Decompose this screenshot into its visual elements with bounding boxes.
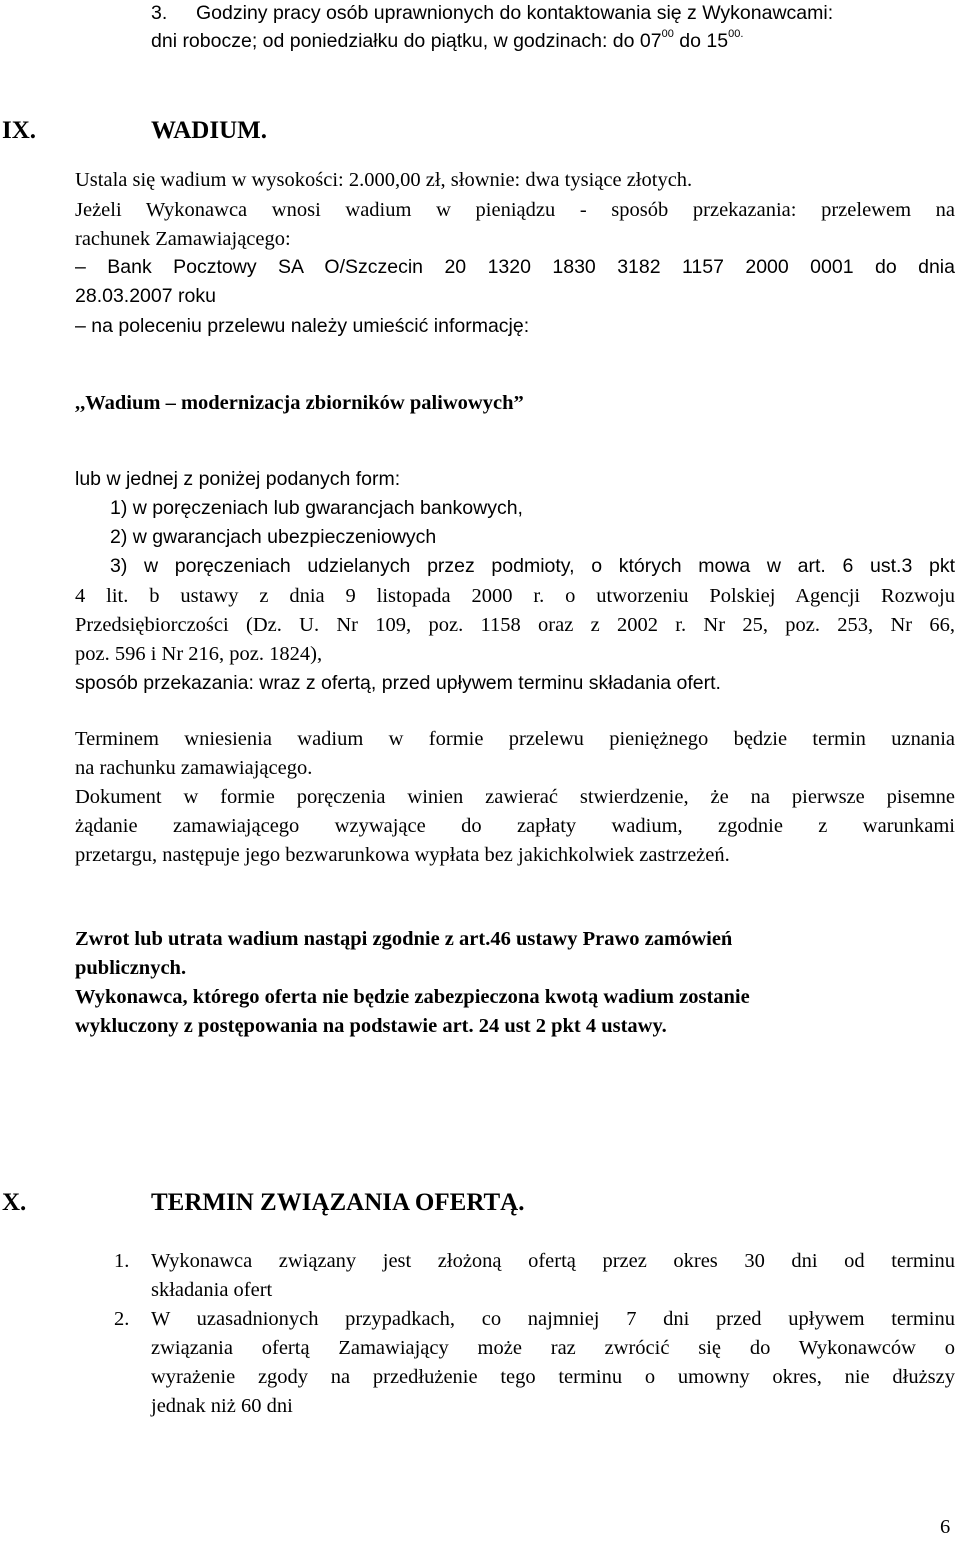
paragraph-line: Zwrot lub utrata wadium nastąpi zgodnie z art.46 ustawy Prawo zamówień (75, 928, 733, 950)
paragraph-line: publicznych. (75, 957, 187, 979)
list-item: 3) w poręczeniach udzielanych przez podmioty, o których mowa w art. 6 ust.3 pkt (110, 555, 955, 577)
paragraph-line: na rachunku zamawiającego. (75, 757, 313, 779)
list-number: 2. (114, 1308, 130, 1330)
list-item: 1) w poręczeniach lub gwarancjach bankowych, (110, 497, 523, 519)
paragraph-line: – na poleceniu przelewu należy umieścić informację: (75, 315, 530, 337)
list-item: związania ofertą Zamawiający może raz zwrócić się do Wykonawców o (151, 1337, 955, 1359)
paragraph-line: dni robocze; od poniedziałku do piątku, w godzinach: do $07^{00}$ do $15^{00.}$ (151, 28, 744, 52)
list-number: 3. (151, 2, 168, 24)
paragraph-line: wykluczony z postępowania na podstawie art. 24 ust 2 pkt 4 ustawy. (75, 1015, 667, 1037)
paragraph-line: lub w jednej z poniżej podanych form: (75, 468, 401, 490)
transfer-title: ,,Wadium – modernizacja zbiorników paliwowych” (75, 392, 524, 414)
section-number: X. (2, 1189, 27, 1216)
paragraph-line: Dokument w formie poręczenia winien zawierać stwierdzenie, że na pierwsze pisemne (75, 786, 955, 808)
paragraph-line: Przedsiębiorczości (Dz. U. Nr 109, poz. 1158 oraz z 2002 r. Nr 25, poz. 253, Nr 66, (75, 614, 955, 636)
section-title: TERMIN ZWIĄZANIA OFERTĄ. (151, 1189, 525, 1216)
paragraph-line: Ustala się wadium w wysokości: 2.000,00 zł, słownie: dwa tysiące złotych. (75, 169, 693, 191)
page-number: 6 (940, 1516, 951, 1538)
paragraph-line: Jeżeli Wykonawca wnosi wadium w pieniądzu - sposób przekazania: przelewem na (75, 199, 955, 221)
paragraph-line: 4 lit. b ustawy z dnia 9 listopada 2000 r. o utworzeniu Polskiej Agencji Rozwoju (75, 585, 955, 607)
paragraph-line: Wykonawca, którego oferta nie będzie zabezpieczona kwotą wadium zostanie (75, 986, 750, 1008)
list-item: Wykonawca związany jest złożoną ofertą przez okres 30 dni od terminu (151, 1250, 955, 1272)
list-item: jednak niż 60 dni (151, 1395, 293, 1417)
list-number: 1. (114, 1250, 130, 1272)
list-item: wyrażenie zgody na przedłużenie tego terminu o umowny okres, nie dłuższy (151, 1366, 955, 1388)
paragraph-line: Godziny pracy osób uprawnionych do kontaktowania się z Wykonawcami: (196, 2, 834, 24)
section-number: IX. (2, 117, 37, 144)
paragraph-line: przetargu, następuje jego bezwarunkowa wypłata bez jakichkolwiek zastrzeżeń. (75, 844, 730, 866)
paragraph-line: rachunek Zamawiającego: (75, 228, 291, 250)
bank-account-line: – Bank Pocztowy SA O/Szczecin 20 1320 1830 3182 1157 2000 0001 do dnia (75, 256, 955, 278)
paragraph-line: Terminem wniesienia wadium w formie przelewu pieniężnego będzie termin uznania (75, 728, 955, 750)
list-item: 2) w gwarancjach ubezpieczeniowych (110, 526, 437, 548)
paragraph-line: 28.03.2007 roku (75, 285, 216, 307)
paragraph-line: poz. 596 i Nr 216, poz. 1824), (75, 643, 323, 665)
paragraph-line: żądanie zamawiającego wzywające do zapłaty wadium, zgodnie z warunkami (75, 815, 955, 837)
section-title: WADIUM. (151, 117, 267, 144)
list-item: składania ofert (151, 1279, 273, 1301)
list-item: W uzasadnionych przypadkach, co najmniej 7 dni przed upływem terminu (151, 1308, 955, 1330)
paragraph-line: sposób przekazania: wraz z ofertą, przed upływem terminu składania ofert. (75, 672, 721, 694)
